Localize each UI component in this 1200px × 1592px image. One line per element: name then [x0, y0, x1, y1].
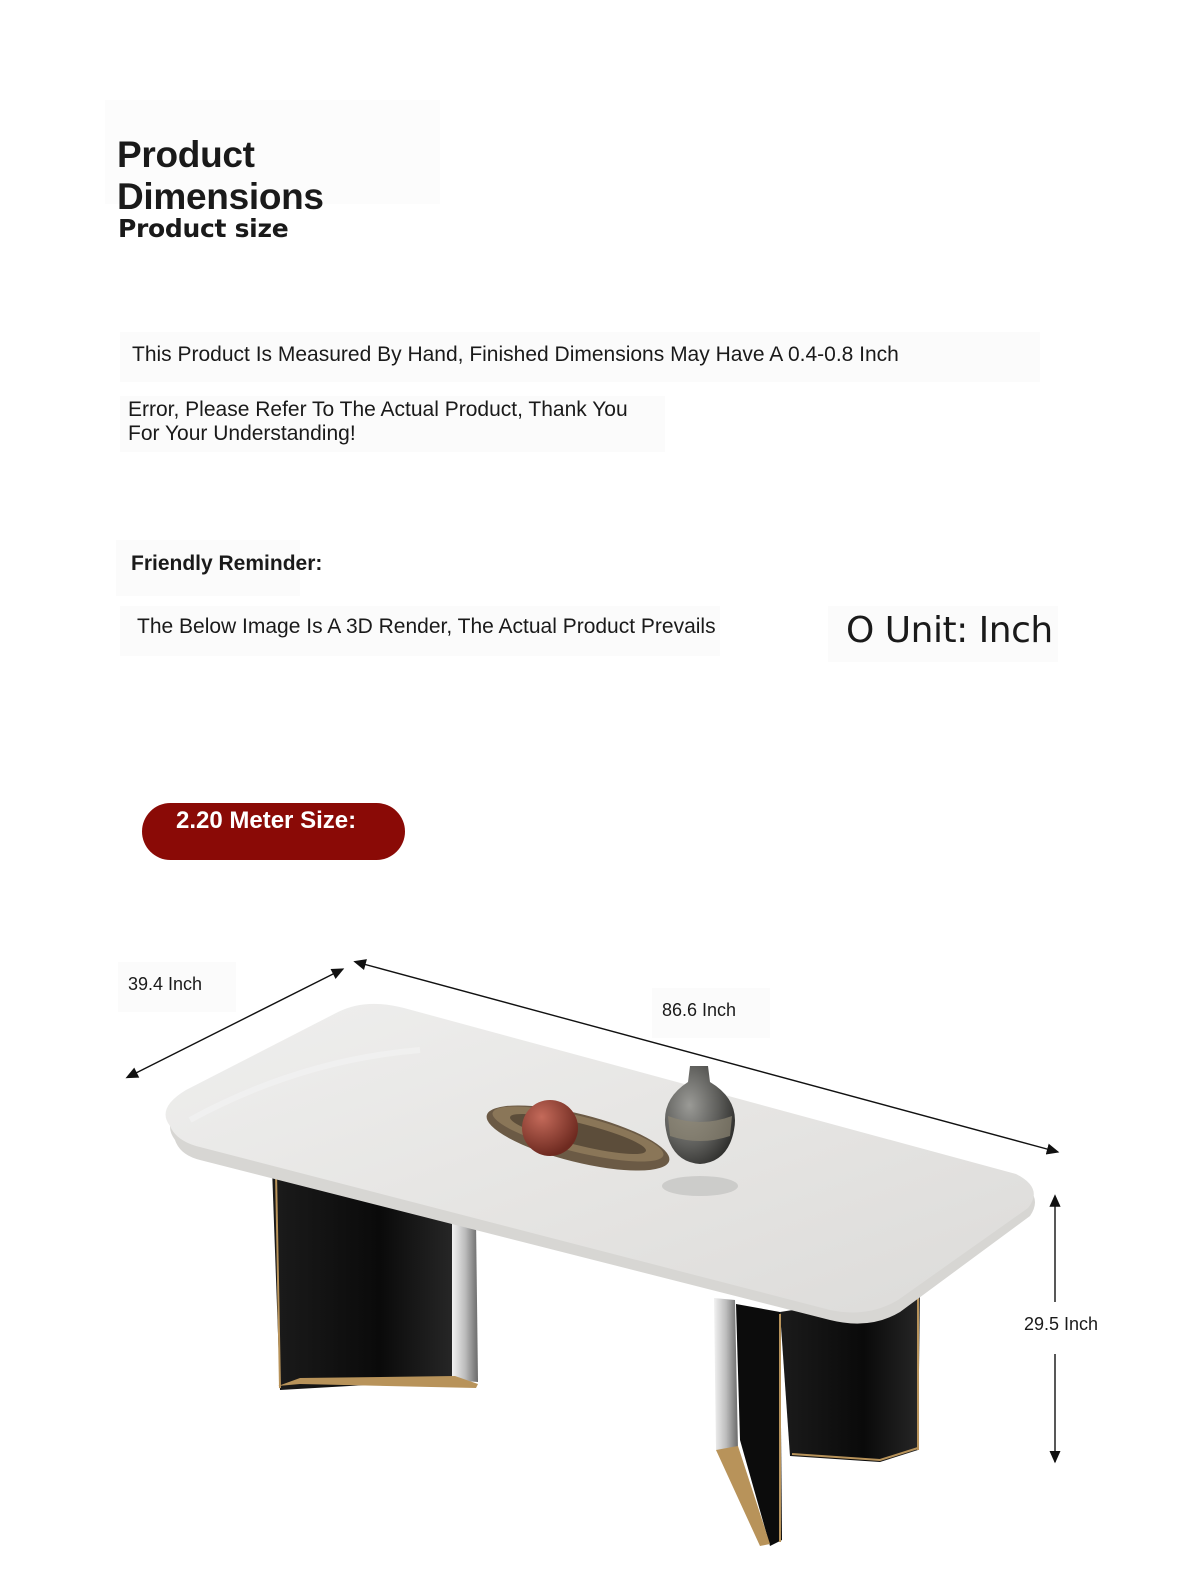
unit-label: O Unit: Inch	[828, 606, 1058, 662]
height-dimension-label: 29.5 Inch	[1014, 1302, 1114, 1354]
page-title: Product Dimensions	[105, 100, 440, 204]
size-badge: 2.20 Meter Size:	[142, 803, 405, 860]
section-subtitle: Product size	[118, 214, 289, 243]
friendly-reminder-heading: Friendly Reminder:	[116, 540, 300, 596]
render-disclaimer: The Below Image Is A 3D Render, The Actual Product Prevails	[120, 606, 720, 656]
measurement-note-line-1: This Product Is Measured By Hand, Finished Dimensions May Have A 0.4-0.8 Inch	[120, 332, 1040, 382]
right-leg	[714, 1290, 920, 1546]
depth-dimension-label: 39.4 Inch	[118, 962, 236, 1012]
length-dimension-label: 86.6 Inch	[652, 988, 770, 1038]
measurement-note-line-2: Error, Please Refer To The Actual Product, Thank You For Your Understanding!	[120, 396, 665, 452]
